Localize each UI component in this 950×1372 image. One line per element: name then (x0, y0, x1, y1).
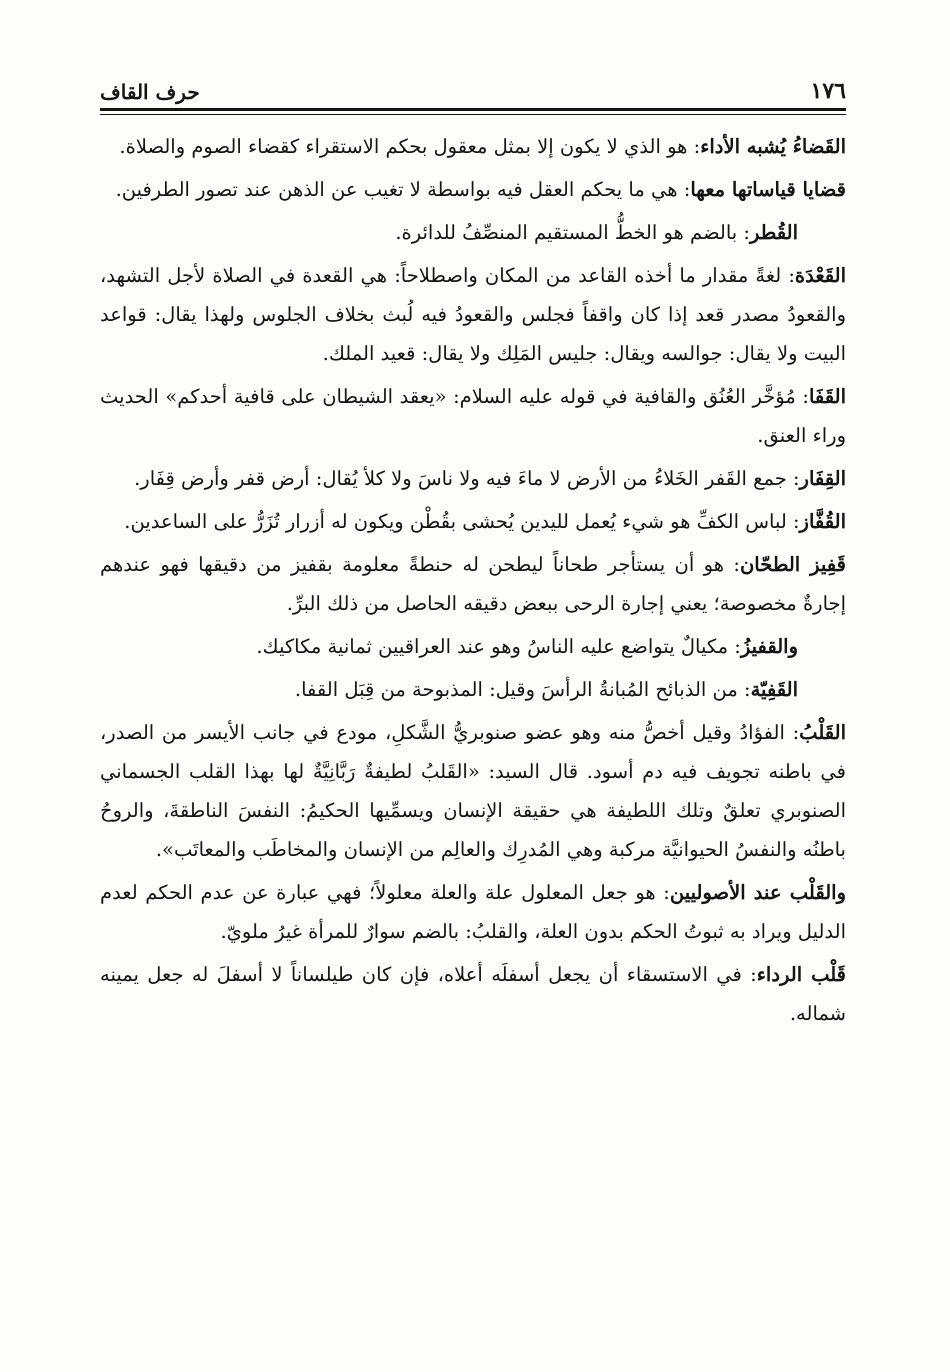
entry-text: : هو أن يستأجر طحاناً ليطحن له حنطةً معلومة بقفيز من دقيقها فهو عندهم إجارةٌ مخصوصة؛ يعني إجارة الرحى ببعض دقيقه الحاصل من ذلك البرِّ. (100, 553, 846, 615)
entry-text: : هو الذي لا يكون إلا بمثل معقول بحكم الاستقراء كقضاء الصوم والصلاة. (119, 135, 701, 158)
entry-term: قَلْب الرداء (756, 963, 846, 986)
running-header (100, 70, 846, 104)
entry-qafiyya (100, 670, 846, 709)
entry-qalb-usul (100, 873, 846, 951)
page-number: ١٧٦ (810, 78, 846, 104)
entry-text: : من الذبائح المُبانةُ الرأسَ وقيل: المذبوحة من قِبَل القفا. (294, 678, 751, 701)
entry-term: القَضاءُ يُشبه الأداء (700, 135, 846, 158)
entry-term: قضايا قياساتها معها (690, 178, 846, 201)
entry-qafiz (100, 627, 846, 666)
entry-text: : في الاستسقاء أن يجعل أسفلَه أعلاه، فإن كان طيلساناً لا أسفلَ له جعل يمينه شماله. (100, 963, 846, 1025)
entry-quffaz (100, 502, 846, 541)
header-rule-thin (100, 114, 846, 115)
entry-term: القَفِيّة (750, 678, 798, 701)
entry-term: القَلْبُ (799, 721, 846, 744)
entry-text: : هو جعل المعلول علة والعلة معلولاً؛ فهي عبارة عن عدم الحكم لعدم الدليل ويراد به ثبوتُ الحكم بدون العلة، والقلبُ: بالضم سوارٌ للمرأة غيرُ ملويّ. (100, 881, 846, 943)
entry-term: القِفَار (799, 467, 846, 490)
entry-text: : مكيالٌ يتواضع عليه الناسُ وهو عند العراقيين ثمانية مكاكيك. (256, 635, 741, 658)
entry-text: : هي ما يحكم العقل فيه بواسطة لا تغيب عن الذهن عند تصور الطرفين. (115, 178, 691, 201)
entry-qifar (100, 459, 846, 498)
entry-term: القُطر (750, 221, 798, 244)
entry-term: القَعْدَة (794, 264, 846, 287)
chapter-title: حرف القاف (100, 80, 200, 104)
entry-term: والقَلْب عند الأصوليين (669, 881, 846, 904)
entry-qutr (100, 213, 846, 252)
entry-qafiz-tahhan (100, 545, 846, 623)
entry-text: : مُؤخَّر العُنُق والقافية في قوله عليه السلام: «يعقد الشيطان على قافية أحدكم» الحديث وراء العنق. (100, 385, 846, 447)
entry-term: والقفيزُ (740, 635, 798, 658)
entry-term: قَفِيز الطحّان (739, 553, 846, 576)
book-page (100, 70, 846, 1332)
entry-qalb-rida (100, 955, 846, 1033)
entry-qalb (100, 713, 846, 869)
entry-qafa (100, 377, 846, 455)
entry-term: القُفَّاز (799, 510, 846, 533)
entry-text: : الفؤادُ وقيل أخصُّ منه وهو عضو صنوبريُّ الشَّكلِ، مودع في جانب الأيسر من الصدر، في باطنه تجويف فيه دم أسود. قال السيد: «القَلبُ لطيفةٌ رَبَّانِيَّةٌ لها بهذا القلب الجسماني الصنوبري تعلقٌ وتلك اللطيفة هي حقيقة الإنسان ويسمِّيها الحكيمُ: النفسَ الناطقةَ، والروحُ باطنُه والنفسُ الحيوانيَّة مركبة وهي المُدرِك والعالِم من الإنسان والمخاطَب والمعاتَب». (100, 721, 846, 861)
header-rule-thick (100, 108, 846, 111)
entry-term: القَفَا (808, 385, 846, 408)
entry-qada (100, 127, 846, 166)
entry-qada-sitting (100, 256, 846, 373)
entry-qadaya (100, 170, 846, 209)
entry-text: : لباس الكفِّ هو شيء يُعمل لليدين يُحشى بقُطْن ويكون له أزرار تُزَرُّ على الساعدين. (124, 510, 800, 533)
entry-text: : بالضم هو الخطُّ المستقيم المنصِّفُ للدائرة. (395, 221, 751, 244)
entry-text: : جمع القَفر الخَلاءُ من الأرض لا ماءَ فيه ولا ناسَ ولا كلأ يُقال: أرض قفر وأرض قِفَار. (134, 467, 800, 490)
entry-text: : لغةً مقدار ما أخذه القاعد من المكان واصطلاحاً: هي القعدة في الصلاة لأجل التشهد، والقعودُ مصدر قعد إذا كان واقفاً فجلس والقعودُ فيه لُبث بخلاف الجلوس ولهذا يقال: قواعد البيت ولا يقال: جوالسه ويقال: جليس المَلِك ولا يقال: قعيد الملك. (100, 264, 846, 365)
dictionary-entries (100, 127, 846, 1033)
